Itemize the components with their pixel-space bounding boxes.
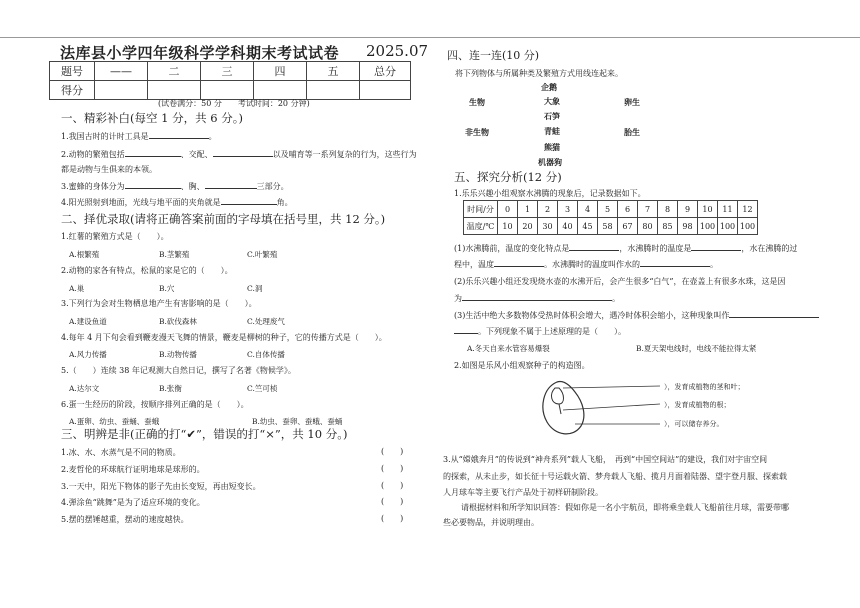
score-cell: —— <box>95 62 148 81</box>
s5-sub2: (2)乐乐兴趣小组还发现烧水壶的水沸开后，会产生很多“白气”，在壶盖上有很多水珠，这是因 <box>454 277 786 286</box>
exam-title: 法库县小学四年级科学学科期末考试试卷 <box>60 44 340 62</box>
table-cell: 温度/℃ <box>464 218 498 235</box>
answer-blank[interactable] <box>729 309 819 318</box>
table-cell: 67 <box>618 218 638 235</box>
option[interactable]: B.茎繁殖 <box>159 250 190 259</box>
table-cell: 85 <box>658 218 678 235</box>
seed-diagram <box>535 374 665 440</box>
s1-q3-text: 、胸、 <box>180 182 205 191</box>
answer-blank[interactable] <box>640 258 710 267</box>
score-cell: 总分 <box>360 62 411 81</box>
tf-item: 2.麦哲伦的环球航行证明地球是球形的。 <box>61 465 205 474</box>
table-cell: 8 <box>658 201 678 218</box>
s5-sub1-text: ，水在沸腾的过 <box>741 244 798 253</box>
option[interactable]: C.叶繁殖 <box>247 250 278 259</box>
s1-q2-cont: 都是动物与生俱来的本领。 <box>61 165 157 174</box>
option[interactable]: C.竺可桢 <box>247 384 278 393</box>
score-row-label: 得分 <box>50 81 95 100</box>
section2-heading: 二、择优录取(请将正确答案前面的字母填在括号里，共 12 分。) <box>61 212 386 226</box>
score-cell: 二 <box>148 62 201 81</box>
answer-blank[interactable] <box>454 325 478 334</box>
option[interactable]: B.夏天架电线时，电线不能拉得太紧 <box>636 344 757 353</box>
section5-heading: 五、探究分析(12 分) <box>454 170 562 184</box>
table-cell: 6 <box>618 201 638 218</box>
option[interactable]: B.动物传播 <box>159 350 197 359</box>
s5-q3-line4: 请根据材料和所学知识回答：假如你是一名小宇航员，即将乘坐载人飞船前往月球，需要带哪 <box>461 503 789 512</box>
option[interactable]: B.砍伐森林 <box>159 317 197 326</box>
seed-label: ），发育成植物的茎和叶； <box>664 383 745 391</box>
match-reproduction[interactable]: 卵生 <box>624 97 640 107</box>
top-rule <box>0 37 860 38</box>
table-cell: 100 <box>718 218 738 235</box>
s2-q5: 5.（ ）连续 38 年记观测大自然日记，撰写了名著《物候学》。 <box>61 366 296 375</box>
answer-blank[interactable] <box>691 242 741 251</box>
table-cell: 100 <box>698 218 718 235</box>
table-cell: 0 <box>498 201 518 218</box>
tf-item: 1.冰、水、水蒸气是不同的物质。 <box>61 448 181 457</box>
score-input-cell[interactable] <box>360 81 411 100</box>
s5-q3-line3: 人月球车等主要飞行产品处于初样研制阶段。 <box>443 488 603 497</box>
answer-paren[interactable]: ( ) <box>381 481 404 490</box>
score-cell: 三 <box>201 62 254 81</box>
match-item[interactable]: 大象 <box>544 96 560 106</box>
answer-paren[interactable]: ( ) <box>381 497 404 506</box>
table-cell: 7 <box>638 201 658 218</box>
option[interactable]: B.穴 <box>159 284 175 293</box>
s5-sub1-text: 程中，温度 <box>454 260 494 269</box>
score-table-header-row <box>50 62 411 81</box>
tf-item: 5.摆的摆锤越重，摆动的速度越快。 <box>61 515 189 524</box>
score-input-cell[interactable] <box>254 81 307 100</box>
table-cell: 80 <box>638 218 658 235</box>
s5-sub3 <box>454 309 819 321</box>
s1-q3 <box>61 180 289 192</box>
s5-sub1-text: (1)水沸腾前，温度的变化特点是 <box>454 244 570 253</box>
s5-sub1-text: 。水沸腾时的温度叫作水的 <box>544 260 640 269</box>
s1-q1: 1.我国古时的计时工具是 。 <box>61 132 217 141</box>
score-cell: 四 <box>254 62 307 81</box>
answer-blank[interactable] <box>462 292 612 301</box>
score-table <box>49 61 411 100</box>
option[interactable]: A.根繁殖 <box>69 250 100 259</box>
s5-q3-line5: 些必要物品，并说明理由。 <box>443 518 539 527</box>
option[interactable]: A.建设鱼道 <box>69 317 107 326</box>
score-input-cell[interactable] <box>148 81 201 100</box>
score-cell: 题号 <box>50 62 95 81</box>
match-item[interactable]: 石笋 <box>544 111 560 121</box>
s2-q1: 1.红薯的繁殖方式是（ ）。 <box>61 232 169 241</box>
s5-sub2-cont: 为 。 <box>454 294 620 303</box>
table-cell: 45 <box>578 218 598 235</box>
table-cell: 40 <box>558 218 578 235</box>
table-cell: 98 <box>678 218 698 235</box>
s5-sub3-cont <box>454 325 626 337</box>
s5-q3-line1: 3.从“嫦娥奔月”的传说到“神舟系列”载人飞船， 再到“中国空间站”的建设，我们对宇宙空间 <box>443 455 768 464</box>
answer-blank[interactable] <box>221 196 277 205</box>
answer-blank[interactable] <box>569 242 619 251</box>
section1-heading: 一、精彩补白(每空 1 分，共 6 分。) <box>61 111 243 125</box>
answer-paren[interactable]: ( ) <box>381 464 404 473</box>
option[interactable]: A.风力传播 <box>69 350 107 359</box>
option[interactable]: A.巢 <box>69 284 85 293</box>
answer-blank[interactable] <box>494 258 544 267</box>
option[interactable]: B.幼虫、蚕卵、蚕蛾、蚕蛹 <box>252 417 343 426</box>
score-cell: 五 <box>307 62 360 81</box>
s2-q2: 2.动物的家各有特点，松鼠的家是它的（ ）。 <box>61 266 233 275</box>
section3-heading: 三、明辨是非(正确的打“✔”，错误的打“×”，共 10 分。) <box>61 427 348 441</box>
option[interactable]: B.张衡 <box>159 384 182 393</box>
time-row <box>464 201 758 218</box>
match-category[interactable]: 非生物 <box>465 127 489 137</box>
match-item[interactable]: 青蛙 <box>544 126 560 136</box>
match-item[interactable]: 机器狗 <box>538 157 562 167</box>
tf-item: 4.弹涂鱼“跳舞”是为了适应环境的变化。 <box>61 498 205 507</box>
s5-sub3-text: (3)生活中绝大多数物体受热时体积会增大，遇冷时体积会缩小，这种现象叫作 <box>454 311 730 320</box>
table-cell: 10 <box>498 218 518 235</box>
s1-q4-text: 4.阳光照射到地面，光线与地平面的夹角就是 <box>61 198 221 207</box>
s5-sub2-text: 为 <box>454 294 462 303</box>
temperature-row <box>464 218 758 235</box>
answer-paren[interactable]: ( ) <box>381 447 404 456</box>
s1-q3-text: 3.蜜蜂的身体分为 <box>61 182 125 191</box>
s5-q2: 2.如图是乐风小组观察种子的构造图。 <box>454 361 590 370</box>
section4-heading: 四、连一连(10 分) <box>447 49 540 62</box>
s1-q2 <box>61 148 417 160</box>
match-reproduction[interactable]: 胎生 <box>624 127 640 137</box>
table-cell: 11 <box>718 201 738 218</box>
s5-sub1-text: ，水沸腾时的温度是 <box>619 244 692 253</box>
s1-q4-text: 角。 <box>276 198 293 207</box>
match-item[interactable]: 熊猫 <box>544 142 560 152</box>
table-cell: 1 <box>518 201 538 218</box>
score-table-score-row <box>50 81 411 100</box>
answer-blank[interactable] <box>213 148 273 157</box>
seed-label: ），发育成植物的根； <box>664 401 731 409</box>
tf-item: 3.一天中，阳光下物体的影子先由长变短，再由短变长。 <box>61 482 261 491</box>
answer-paren[interactable]: ( ) <box>381 514 404 523</box>
table-cell: 2 <box>538 201 558 218</box>
s5-sub1 <box>454 242 797 254</box>
table-cell: 58 <box>598 218 618 235</box>
s1-q1-text: 1.我国古时的计时工具是 <box>61 132 149 141</box>
s1-q2-text: 、交配、 <box>180 150 213 159</box>
option[interactable]: A.冬天自来水管容易爆裂 <box>467 344 550 353</box>
table-cell: 30 <box>538 218 558 235</box>
seed-label: ），可以储存养分。 <box>664 420 724 428</box>
option[interactable]: A.达尔文 <box>69 384 100 393</box>
table-cell: 100 <box>738 218 758 235</box>
exam-info: (试卷满分：50 分 考试时间：20 分钟) <box>158 99 310 108</box>
s1-q2-text: 2.动物的繁殖包括 <box>61 150 125 159</box>
score-input-cell[interactable] <box>201 81 254 100</box>
s5-sub3-text: 。下列现象不属于上述原理的是（ ）。 <box>478 327 626 336</box>
s2-q3: 3.下列行为会对生物栖息地产生有害影响的是（ ）。 <box>61 299 257 308</box>
table-cell: 5 <box>598 201 618 218</box>
s5-q1: 1.乐乐兴趣小组观察水沸腾的现象后，记录数据如下。 <box>454 189 646 198</box>
answer-blank[interactable] <box>205 180 257 189</box>
table-cell: 20 <box>518 218 538 235</box>
table-cell: 10 <box>698 201 718 218</box>
answer-blank[interactable] <box>125 148 181 157</box>
s2-q4: 4.每年 4 月下旬会看到鞭麦漫天飞舞的情景，鞭麦是柳树的种子，它的传播方式是（ ）。 <box>61 333 387 342</box>
s5-sub1-cont: 程中，温度 。水沸腾时的温度叫作水的 。 <box>454 260 718 269</box>
score-input-cell[interactable] <box>307 81 360 100</box>
table-cell: 时间/分 <box>464 201 498 218</box>
exam-date: 2025.07 <box>366 42 429 60</box>
s4-instruction: 将下列物体与所属种类及繁殖方式用线连起来。 <box>455 69 623 78</box>
s1-q4 <box>61 196 293 208</box>
table-cell: 4 <box>578 201 598 218</box>
option[interactable]: A.蛋卵、幼虫、蚕蛹、蚕蛾 <box>69 417 160 426</box>
table-cell: 12 <box>738 201 758 218</box>
option[interactable]: C.洞 <box>247 284 263 293</box>
s2-q6: 6.蛋一生经历的阶段，按顺序排列正确的是（ ）。 <box>61 400 249 409</box>
boiling-data-table <box>463 200 758 235</box>
option[interactable]: C.自体传播 <box>247 350 285 359</box>
answer-blank[interactable] <box>125 180 181 189</box>
s1-q3-text: 三部分。 <box>256 182 289 191</box>
option[interactable]: C.处理废气 <box>247 317 285 326</box>
table-cell: 9 <box>678 201 698 218</box>
score-input-cell[interactable] <box>95 81 148 100</box>
table-cell: 3 <box>558 201 578 218</box>
answer-blank[interactable] <box>149 130 209 139</box>
match-category[interactable]: 生物 <box>469 97 485 107</box>
match-item[interactable]: 企鹅 <box>541 82 557 92</box>
s1-q2-text: 以及哺育等一系列复杂的行为，这些行为 <box>272 150 417 159</box>
s5-q3-line2: 的探索，从未止步，如长征十号运载火箭、梦舟载人飞船、揽月月面着陆器、望宇登月服、探索载 <box>443 472 787 481</box>
